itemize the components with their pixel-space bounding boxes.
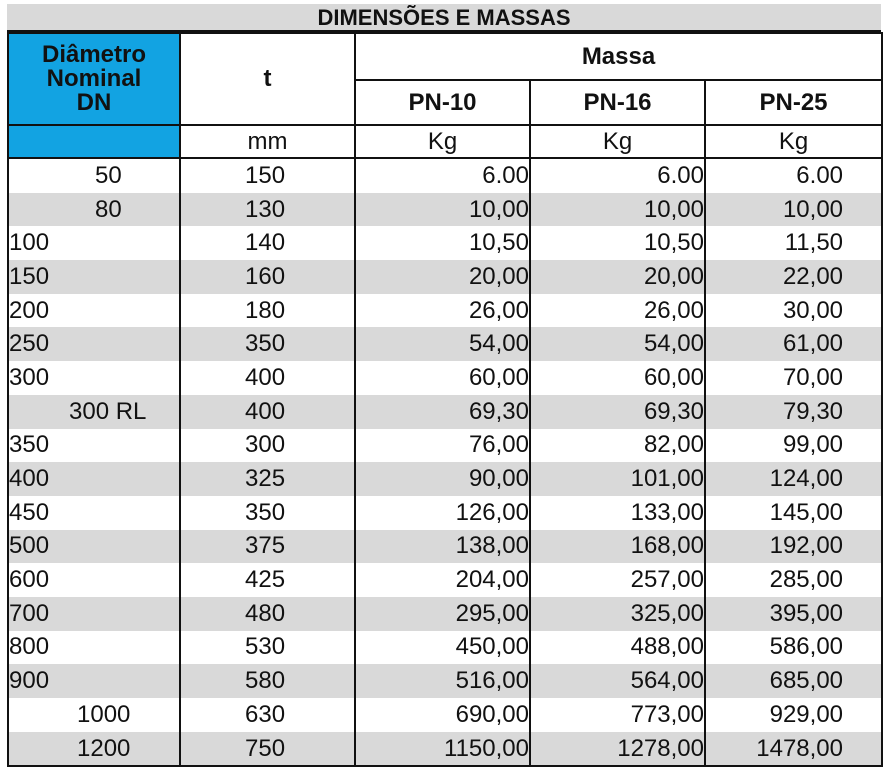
table-title: DIMENSÕES E MASSAS [7,4,881,32]
cell-dn: 450 [8,496,180,530]
cell-pn16: 133,00 [530,496,705,530]
cell-pn16: 60,00 [530,361,705,395]
table-row [8,158,882,193]
cell-pn25: 192,00 [705,530,882,564]
table-row [8,361,882,395]
cell-pn25: 99,00 [705,429,882,463]
table-row [8,294,882,328]
cell-dn: 300 [8,361,180,395]
cell-dn: 80 [8,193,180,227]
cell-dn: 400 [8,462,180,496]
cell-pn10: 126,00 [355,496,530,530]
header-t: t [180,33,355,125]
cell-t: 150 [180,158,355,193]
table-row [8,563,882,597]
cell-t: 530 [180,631,355,665]
cell-dn: 1200 [8,732,180,767]
cell-t: 480 [180,597,355,631]
cell-pn25: 79,30 [705,395,882,429]
cell-pn10: 516,00 [355,664,530,698]
cell-pn16: 69,30 [530,395,705,429]
cell-pn10: 295,00 [355,597,530,631]
cell-pn16: 6.00 [530,158,705,193]
table-row [8,429,882,463]
unit-pn25: Kg [705,125,882,158]
header-pn10: PN-10 [355,80,530,125]
cell-dn: 150 [8,260,180,294]
cell-pn25: 61,00 [705,327,882,361]
table-row [8,260,882,294]
cell-dn: 800 [8,631,180,665]
cell-pn16: 564,00 [530,664,705,698]
cell-t: 325 [180,462,355,496]
table-row [8,698,882,732]
cell-t: 350 [180,496,355,530]
cell-pn16: 488,00 [530,631,705,665]
cell-dn: 250 [8,327,180,361]
cell-pn10: 90,00 [355,462,530,496]
cell-pn10: 204,00 [355,563,530,597]
cell-pn10: 60,00 [355,361,530,395]
cell-pn10: 20,00 [355,260,530,294]
cell-pn10: 76,00 [355,429,530,463]
header-dn-unit-cell [8,125,180,158]
cell-pn16: 10,00 [530,193,705,227]
unit-pn10: Kg [355,125,530,158]
cell-pn16: 26,00 [530,294,705,328]
table-row [8,597,882,631]
cell-t: 400 [180,395,355,429]
unit-pn16: Kg [530,125,705,158]
cell-pn25: 6.00 [705,158,882,193]
cell-dn: 1000 [8,698,180,732]
unit-t: mm [180,125,355,158]
cell-pn16: 168,00 [530,530,705,564]
header-dn [8,33,180,125]
cell-pn16: 54,00 [530,327,705,361]
cell-pn16: 325,00 [530,597,705,631]
cell-pn10: 10,50 [355,226,530,260]
table-row [8,664,882,698]
cell-pn25: 145,00 [705,496,882,530]
cell-pn16: 101,00 [530,462,705,496]
header-dn-line3: DN [76,89,112,116]
table-row [8,193,882,227]
cell-pn25: 929,00 [705,698,882,732]
cell-pn16: 257,00 [530,563,705,597]
cell-dn: 350 [8,429,180,463]
cell-t: 425 [180,563,355,597]
table-row [8,226,882,260]
cell-pn10: 26,00 [355,294,530,328]
cell-pn25: 1478,00 [705,732,882,767]
cell-pn10: 450,00 [355,631,530,665]
cell-pn25: 11,50 [705,226,882,260]
cell-dn: 600 [8,563,180,597]
cell-t: 300 [180,429,355,463]
header-dn-line1: Diâmetro [41,41,147,68]
cell-t: 375 [180,530,355,564]
cell-dn: 700 [8,597,180,631]
cell-pn16: 10,50 [530,226,705,260]
cell-pn25: 30,00 [705,294,882,328]
cell-dn: 500 [8,530,180,564]
cell-t: 140 [180,226,355,260]
cell-t: 180 [180,294,355,328]
table-row [8,530,882,564]
cell-t: 400 [180,361,355,395]
cell-dn: 300 RL [8,395,180,429]
table-row [8,462,882,496]
cell-dn: 900 [8,664,180,698]
header-dn-line2: Nominal [46,65,142,92]
header-massa: Massa [355,33,882,80]
cell-pn10: 10,00 [355,193,530,227]
cell-t: 630 [180,698,355,732]
cell-pn10: 690,00 [355,698,530,732]
cell-pn16: 773,00 [530,698,705,732]
cell-pn10: 54,00 [355,327,530,361]
cell-t: 750 [180,732,355,767]
header-pn16: PN-16 [530,80,705,125]
cell-pn10: 69,30 [355,395,530,429]
table-row [8,631,882,665]
table-row [8,395,882,429]
cell-pn10: 6.00 [355,158,530,193]
cell-pn25: 10,00 [705,193,882,227]
cell-t: 350 [180,327,355,361]
cell-pn25: 124,00 [705,462,882,496]
table-row [8,327,882,361]
cell-pn25: 395,00 [705,597,882,631]
table-row [8,496,882,530]
cell-dn: 50 [8,158,180,193]
cell-pn25: 285,00 [705,563,882,597]
cell-t: 580 [180,664,355,698]
cell-pn16: 20,00 [530,260,705,294]
header-pn25: PN-25 [705,80,882,125]
cell-pn25: 22,00 [705,260,882,294]
dimensions-table [7,32,883,767]
cell-pn10: 1150,00 [355,732,530,767]
cell-pn25: 586,00 [705,631,882,665]
table-row [8,732,882,767]
cell-t: 160 [180,260,355,294]
cell-pn10: 138,00 [355,530,530,564]
cell-t: 130 [180,193,355,227]
cell-pn16: 82,00 [530,429,705,463]
cell-dn: 100 [8,226,180,260]
cell-dn: 200 [8,294,180,328]
cell-pn25: 685,00 [705,664,882,698]
cell-pn16: 1278,00 [530,732,705,767]
cell-pn25: 70,00 [705,361,882,395]
